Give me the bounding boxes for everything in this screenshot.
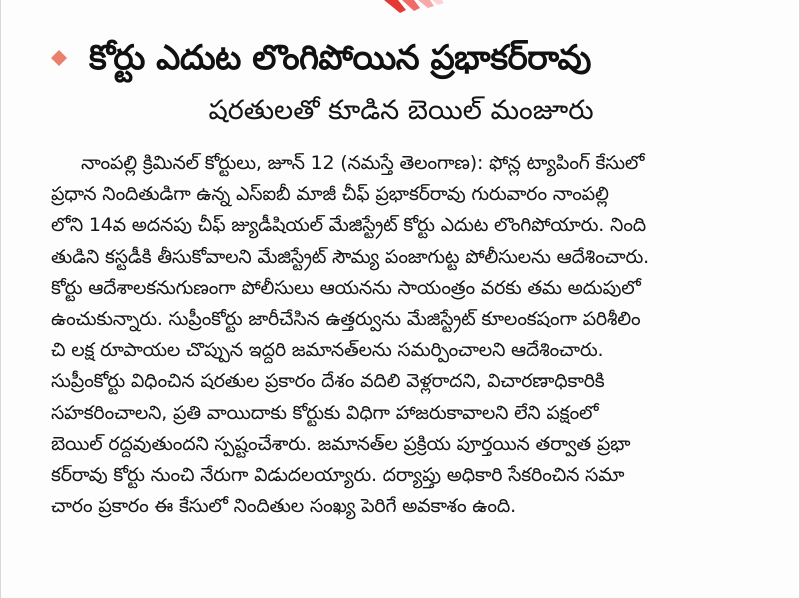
body-line: చి లక్ష రూపాయల చొప్పున ఇద్దరి జమానత్‌లను సమర్పించాలని ఆదేశించారు. <box>51 339 604 362</box>
headline-row <box>49 30 769 86</box>
body-line: బెయిల్‌ రద్దవుతుందని స్పష్టంచేశారు. జమానత్‌ల ప్రక్రియ పూర్తయిన తర్వాత ప్రభా <box>51 432 631 455</box>
body-line: నాంపల్లి క్రిమినల్‌ కోర్టులు, జూన్‌ 12 (నమస్తే తెలంగాణ): ఫోన్ల ట్యాపింగ్‌ కేసులో <box>81 152 645 174</box>
body-line: సుప్రీంకోర్టు విధించిన షరతుల ప్రకారం దేశం వదిలి వెళ్లరాదని, విచారణాధికారికి <box>51 370 605 393</box>
subheadline: షరతులతో కూడిన బెయిల్‌ మంజూరు <box>208 95 594 126</box>
body-line: సహకరించాలని, ప్రతి వాయిదాకు కోర్టుకు విధిగా హాజరుకావాలని లేని పక్షంలో <box>51 401 599 424</box>
body-line: లోని 14వ అదనపు చీఫ్‌ జ్యుడీషియల్‌ మేజిస్ట్రేట్‌ కోర్టు ఎదుట లొంగిపోయారు. నింది <box>51 214 646 237</box>
body-line: చారం ప్రకారం ఈ కేసులో నిందితుల సంఖ్య పెరిగే అవకాశం ఉంది. <box>51 495 516 518</box>
body-line: కర్‌రావు కోర్టు నుంచి నేరుగా విడుదలయ్యారు. దర్యాప్తు అధికారి సేకరించిన సమా <box>51 463 625 486</box>
article-body <box>51 148 767 522</box>
body-line: తుడిని కస్టడీకి తీసుకోవాలని మేజిస్ట్రేట్‌ సౌమ్య పంజాగుట్ట పోలీసులను ఆదేశించారు. <box>51 245 649 268</box>
body-line: ఉంచుకున్నారు. సుప్రీంకోర్టు జారీచేసిన ఉత్తర్వును మేజిస్ట్రేట్‌ కూలంకషంగా పరిశీలిం <box>51 307 641 330</box>
diamond-bullet-icon <box>49 48 69 68</box>
headline: కోర్టు ఎదుట లొంగిపోయిన ప్రభాకర్‌రావు <box>89 38 591 78</box>
body-line: కోర్టు ఆదేశాలకనుగుణంగా పోలీసులు ఆయనను సాయంత్రం వరకు తమ అదుపులో <box>51 276 641 299</box>
red-ribbon-decoration-icon <box>384 0 444 14</box>
body-line: ప్రధాన నిందితుడిగా ఉన్న ఎస్‌ఐబీ మాజీ చీఫ్‌ ప్రభాకర్‌రావు గురువారం నాంపల్లి <box>51 183 609 206</box>
